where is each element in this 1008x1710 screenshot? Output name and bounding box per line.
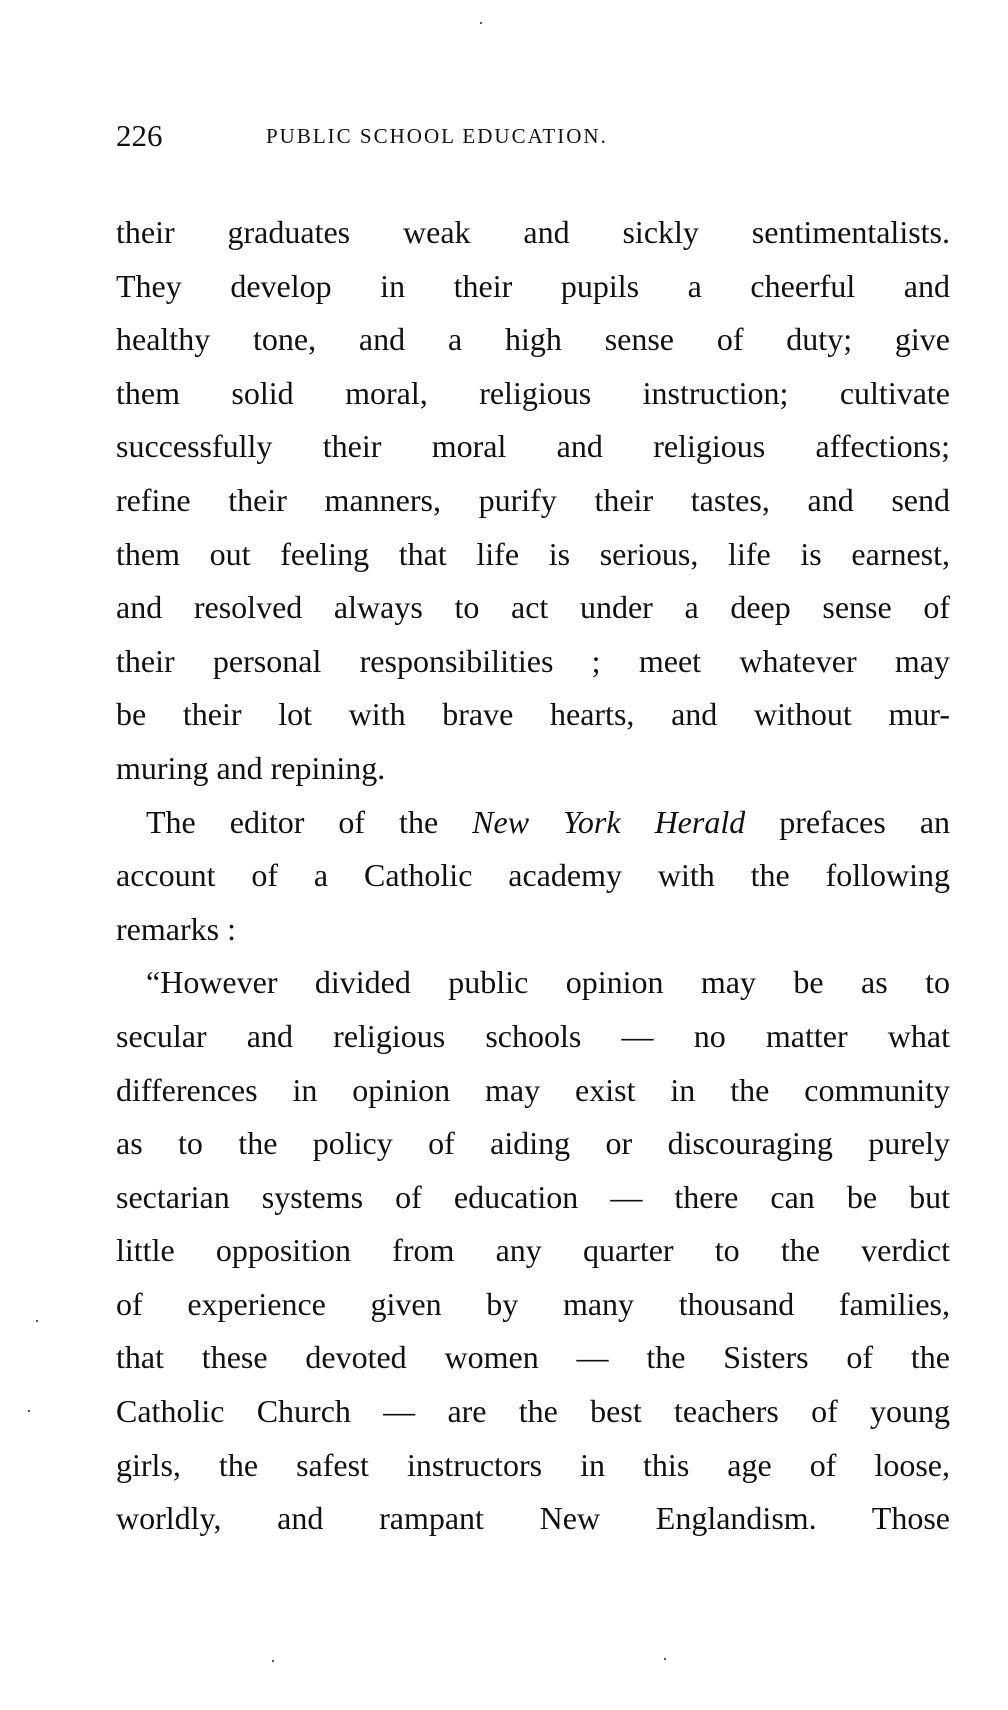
text-line: their graduates weak and sickly sentimentalists. [116, 214, 950, 250]
text-line: account of a Catholic academy with the following [116, 857, 950, 894]
scan-speck [664, 1658, 666, 1660]
text-line: healthy tone, and a high sense of duty; give [116, 321, 950, 358]
paragraph-1 [116, 206, 950, 796]
text-line: differences in opinion may exist in the community [116, 1071, 950, 1108]
text-line: them out feeling that life is serious, life is earnest, [116, 535, 950, 572]
running-title: PUBLIC SCHOOL EDUCATION. [266, 124, 608, 148]
text-line: refine their manners, purify their tastes, and send [116, 481, 950, 518]
text-line: remarks : [116, 910, 236, 947]
text-line: and resolved always to act under a deep sense of [116, 589, 950, 626]
text-line: their personal responsibilities ; meet whatever may [116, 642, 950, 679]
text-line: sectarian systems of education — there can be but [116, 1178, 950, 1215]
page-number: 226 [116, 118, 163, 153]
text-line: of experience given by many thousand families, [116, 1285, 950, 1322]
text-span: prefaces an [745, 803, 951, 840]
paragraph-3-quote [116, 956, 950, 1546]
text-line: They develop in their pupils a cheerful and [116, 267, 950, 304]
text-line: be their lot with brave hearts, and without mur- [116, 696, 950, 733]
text-line: “However divided public opinion may be as to [146, 964, 950, 1001]
text-line: that these devoted women — the Sisters of the [116, 1339, 950, 1376]
text-line: secular and religious schools — no matter what [116, 1017, 950, 1054]
newspaper-title: New York Herald [472, 803, 746, 840]
text-line: worldly, and rampant New Englandism. Those [116, 1500, 950, 1537]
text-line: successfully their moral and religious affections; [116, 428, 950, 465]
text-line: little opposition from any quarter to the verdict [116, 1232, 950, 1269]
page-body [116, 206, 950, 1546]
text-line: girls, the safest instructors in this age of loose, [116, 1446, 950, 1483]
paragraph-2 [116, 796, 950, 957]
text-line: as to the policy of aiding or discouraging purely [116, 1125, 950, 1162]
page-header [116, 118, 951, 158]
text-line [116, 796, 950, 850]
scan-speck [480, 22, 482, 24]
scan-speck [28, 1410, 30, 1412]
text-line: muring and repining. [116, 749, 386, 786]
text-line: Catholic Church — are the best teachers of young [116, 1393, 950, 1430]
text-line: them solid moral, religious instruction; cultivate [116, 374, 950, 411]
scan-speck [272, 1660, 274, 1662]
text-span: The editor of the [146, 803, 473, 840]
scan-speck [36, 1320, 38, 1322]
